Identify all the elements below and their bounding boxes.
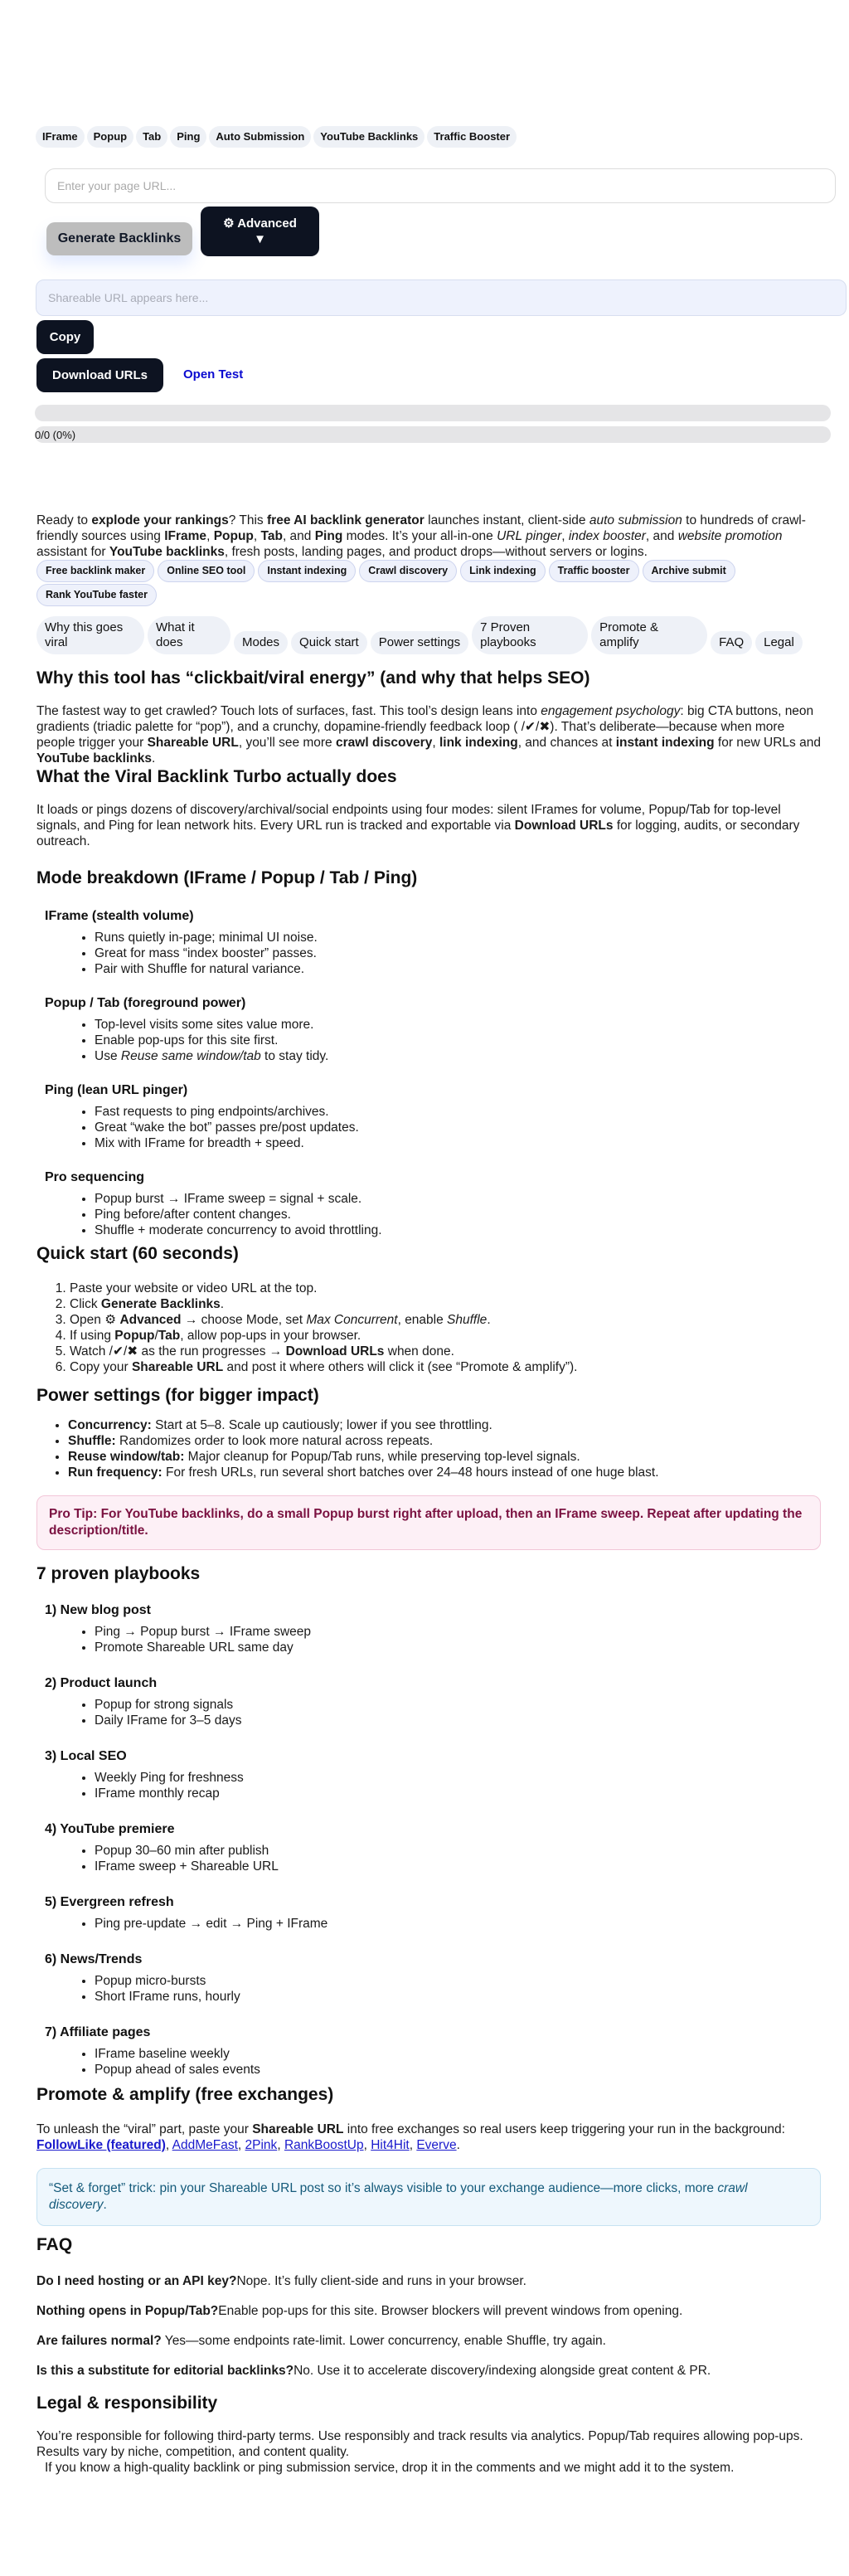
toc-item-faq[interactable]: FAQ <box>711 631 752 654</box>
keyword-pills <box>36 560 821 606</box>
list-item: • Ping pre-update → edit → Ping + IFrame <box>95 1916 821 1932</box>
list-item: • Concurrency: Start at 5–8. Scale up cautiously; lower if you see throttling. <box>68 1417 821 1433</box>
list-item: • Runs quietly in-page; minimal UI noise. <box>95 930 821 945</box>
mode-group-popup-tab: Popup / Tab (foreground power) • Top-level visits some sites value more. • Enable pop-ups for this site first. • Use Reuse same window/tab to stay tidy. <box>36 995 821 1064</box>
mode-pills <box>36 126 517 148</box>
mode-pill-popup[interactable]: Popup <box>87 126 133 148</box>
keyword-pill[interactable]: Traffic booster <box>549 560 639 582</box>
keyword-pill[interactable]: Rank YouTube faster <box>36 584 157 606</box>
section-title-why: Why this tool has “clickbait/viral energy” (and why that helps SEO) <box>36 668 590 688</box>
mode-group-pro-sequencing: Pro sequencing • Popup burst → IFrame sweep = signal + scale. • Ping before/after content changes. • Shuffle + moderate concurrency to avoid throttling. <box>36 1169 821 1238</box>
list-item: • Popup ahead of sales events <box>95 2062 821 2078</box>
gear-icon: ⚙ <box>223 216 235 231</box>
list-item: • IFrame monthly recap <box>95 1786 821 1801</box>
advanced-label: Advanced <box>237 216 297 231</box>
exchange-link-addmefast[interactable]: AddMeFast <box>172 2138 238 2152</box>
mode-pill-auto-submission[interactable]: Auto Submission <box>209 126 311 148</box>
list-item: • Short IFrame runs, hourly <box>95 1989 821 2005</box>
open-test-link[interactable]: Open Test <box>183 367 244 382</box>
list-item: • Fast requests to ping endpoints/archives. <box>95 1104 821 1120</box>
table-of-contents <box>36 616 821 654</box>
why-paragraph: The fastest way to get crawled? Touch lots of surfaces, fast. This tool’s design leans into engagement psychology: big CTA buttons, neon gradients (triadic palette for “pop”), and a crunchy, dopamine-friendly feedback loop ( /✔/✖). That’s deliberate—because when more people trigger your Shareable URL, you’ll see more crawl discovery, link indexing, and chances at instant indexing for new URLs and YouTube backlinks. <box>36 704 821 766</box>
list-item: • Daily IFrame for 3–5 days <box>95 1713 821 1728</box>
list-item: • IFrame sweep + Shareable URL <box>95 1859 821 1874</box>
what-paragraph: It loads or pings dozens of discovery/archival/social endpoints using four modes: silent IFrames for volume, Popup/Tab for top-level signals, and Ping for lean network hits. Every URL run is tracked and exportable via Download URLs for logging, audits, or secondary outreach. <box>36 803 800 848</box>
keyword-pill[interactable]: Link indexing <box>460 560 546 582</box>
toc-item-power-settings[interactable]: Power settings <box>371 631 468 654</box>
copy-button[interactable]: Copy <box>36 320 94 354</box>
faq-item: Do I need hosting or an API key?Nope. It’s fully client-side and runs in your browser. <box>36 2274 526 2288</box>
playbook-title: 3) Local SEO <box>45 1749 127 1763</box>
keyword-pill[interactable]: Archive submit <box>643 560 735 582</box>
shareable-url-field[interactable] <box>36 279 847 316</box>
list-item: • Shuffle + moderate concurrency to avoid throttling. <box>95 1222 821 1238</box>
quick-start-steps <box>36 1281 821 1375</box>
list-item: • Shuffle: Randomizes order to look more natural across repeats. <box>68 1433 821 1449</box>
intro-paragraph: Ready to explode your rankings? This free AI backlink generator launches instant, client-side auto submission to hundreds of crawl-friendly sources using IFrame, Popup, Tab, and Ping modes. It’s your all-in-one URL pinger, index booster, and website promotion assistant for YouTube backlinks, fresh posts, landing pages, and product drops—without servers or logins. <box>36 513 806 559</box>
article <box>36 513 821 2476</box>
list-item: • Run frequency: For fresh URLs, run several short batches over 24–48 hours instead of one huge blast. <box>68 1465 821 1480</box>
chevron-down-icon: ▼ <box>254 232 266 246</box>
toc-item-quick-start[interactable]: Quick start <box>291 631 367 654</box>
playbook-list <box>36 1602 821 2078</box>
toc-item-promote[interactable]: Promote & amplify <box>591 616 707 654</box>
faq-item: Are failures normal? Yes—some endpoints rate-limit. Lower concurrency, enable Shuffle, try again. <box>36 2334 606 2348</box>
promote-paragraph: To unleash the “viral” part, paste your Shareable URL into free exchanges so real users keep triggering your run in the background: FollowLike (featured), AddMeFast, 2Pink, RankBoostUp, Hit4Hit, Everve. <box>36 2122 785 2152</box>
section-title-modes: Mode breakdown (IFrame / Popup / Tab / Ping) <box>36 868 418 887</box>
exchange-link-2pink[interactable]: 2Pink <box>245 2138 278 2152</box>
list-item: • Great for mass “index booster” passes. <box>95 945 821 961</box>
list-item: • Ping → Popup burst → IFrame sweep <box>95 1624 821 1640</box>
playbook-title: 4) YouTube premiere <box>45 1822 175 1836</box>
list-item: • Promote Shareable URL same day <box>95 1640 821 1655</box>
playbook-title: 1) New blog post <box>45 1603 151 1617</box>
exchange-link-hit4hit[interactable]: Hit4Hit <box>371 2138 410 2152</box>
toc-item-playbooks[interactable]: 7 Proven playbooks <box>472 616 588 654</box>
list-item: • IFrame baseline weekly <box>95 2046 821 2062</box>
exchange-link-everve[interactable]: Everve <box>416 2138 457 2152</box>
list-item: • Enable pop-ups for this site first. <box>95 1033 821 1048</box>
step-item: 6. Copy your Shareable URL and post it where others will click it (see “Promote & amplify”). <box>70 1359 821 1375</box>
list-item: • Ping before/after content changes. <box>95 1207 821 1222</box>
section-title-playbooks: 7 proven playbooks <box>36 1564 201 1583</box>
progress-track <box>35 426 831 443</box>
pro-tip-callout: Pro Tip: For YouTube backlinks, do a small Popup burst right after upload, then an IFrame sweep. Repeat after updating the description/title. <box>36 1495 821 1550</box>
list-item: • Popup burst → IFrame sweep = signal + scale. <box>95 1191 821 1207</box>
toc-item-what[interactable]: What it does <box>148 616 230 654</box>
keyword-pill[interactable]: Crawl discovery <box>359 560 457 582</box>
toc-item-modes[interactable]: Modes <box>234 631 288 654</box>
mode-group-ping: Ping (lean URL pinger) • Fast requests to ping endpoints/archives. • Great “wake the bot” passes pre/post updates. • Mix with IFrame for breadth + speed. <box>36 1082 821 1151</box>
progress-text: 0/0 (0%) <box>35 429 76 441</box>
step-item: 1. Paste your website or video URL at the top. <box>70 1281 821 1296</box>
section-title-legal: Legal & responsibility <box>36 2394 218 2413</box>
mode-pill-traffic-booster[interactable]: Traffic Booster <box>427 126 517 148</box>
list-item: • Pair with Shuffle for natural variance. <box>95 961 821 977</box>
step-item: 4. If using Popup/Tab, allow pop-ups in your browser. <box>70 1328 821 1344</box>
exchange-link-followlike[interactable]: FollowLike (featured) <box>36 2138 166 2152</box>
toc-item-legal[interactable]: Legal <box>755 631 803 654</box>
mode-pill-youtube-backlinks[interactable]: YouTube Backlinks <box>313 126 424 148</box>
suggestion-note: If you know a high-quality backlink or ping submission service, drop it in the comments and we might add it to the system. <box>45 2461 735 2475</box>
section-title-faq: FAQ <box>36 2235 73 2254</box>
power-settings-list <box>36 1417 821 1480</box>
mode-group-iframe: IFrame (stealth volume) • Runs quietly in-page; minimal UI noise. • Great for mass “index booster” passes. • Pair with Shuffle for natural variance. <box>36 908 821 977</box>
step-item: 5. Watch /✔/✖ as the run progresses → Download URLs when done. <box>70 1344 821 1359</box>
progress-bar <box>35 405 831 421</box>
section-title-what: What the Viral Backlink Turbo actually does <box>36 767 397 786</box>
section-title-quick-start: Quick start (60 seconds) <box>36 1244 239 1263</box>
mode-pill-iframe[interactable]: IFrame <box>36 126 85 148</box>
legal-paragraph: You’re responsible for following third-party terms. Use responsibly and track results via analytics. Popup/Tab requires allowing pop-ups. Results vary by niche, competition, and content quality. <box>36 2429 803 2459</box>
list-item: • Popup 30–60 min after publish <box>95 1843 821 1859</box>
list-item: • Reuse window/tab: Major cleanup for Popup/Tab runs, while preserving top-level signals. <box>68 1449 821 1465</box>
keyword-pill[interactable]: Online SEO tool <box>158 560 255 582</box>
playbook-title: 6) News/Trends <box>45 1952 143 1966</box>
toc-item-why[interactable]: Why this goes viral <box>36 616 144 654</box>
section-title-power: Power settings (for bigger impact) <box>36 1386 319 1405</box>
mode-pill-tab[interactable]: Tab <box>136 126 167 148</box>
download-urls-button[interactable]: Download URLs <box>36 358 163 392</box>
faq-item: Nothing opens in Popup/Tab?Enable pop-ups for this site. Browser blockers will prevent windows from opening. <box>36 2304 683 2318</box>
section-title-promote: Promote & amplify (free exchanges) <box>36 2085 334 2104</box>
list-item: • Weekly Ping for freshness <box>95 1770 821 1786</box>
keyword-pill[interactable]: Free backlink maker <box>36 560 154 582</box>
list-item: • Top-level visits some sites value more. <box>95 1017 821 1033</box>
playbook-title: 5) Evergreen refresh <box>45 1895 174 1909</box>
list-item: • Popup micro-bursts <box>95 1973 821 1989</box>
list-item: • Great “wake the bot” passes pre/post updates. <box>95 1120 821 1135</box>
page-url-input[interactable] <box>45 168 836 203</box>
mode-pill-ping[interactable]: Ping <box>170 126 206 148</box>
playbook-title: 2) Product launch <box>45 1676 158 1690</box>
set-forget-callout: “Set & forget” trick: pin your Shareable URL post so it’s always visible to your exchange audience—more clicks, more crawl discovery. <box>36 2168 821 2226</box>
step-item: 2. Click Generate Backlinks. <box>70 1296 821 1312</box>
step-item: 3. Open ⚙ Advanced → choose Mode, set Max Concurrent, enable Shuffle. <box>70 1312 821 1328</box>
keyword-pill[interactable]: Instant indexing <box>258 560 356 582</box>
exchange-link-rankboostup[interactable]: RankBoostUp <box>284 2138 364 2152</box>
list-item: • Mix with IFrame for breadth + speed. <box>95 1135 821 1151</box>
list-item: • Use Reuse same window/tab to stay tidy. <box>95 1048 821 1064</box>
faq-list <box>36 2273 821 2379</box>
list-item: • Popup for strong signals <box>95 1697 821 1713</box>
playbook-title: 7) Affiliate pages <box>45 2025 151 2039</box>
faq-item: Is this a substitute for editorial backlinks?No. Use it to accelerate discovery/indexing alongside great content & PR. <box>36 2364 711 2378</box>
advanced-button[interactable] <box>201 207 319 256</box>
generate-backlinks-button[interactable]: Generate Backlinks <box>46 222 192 255</box>
